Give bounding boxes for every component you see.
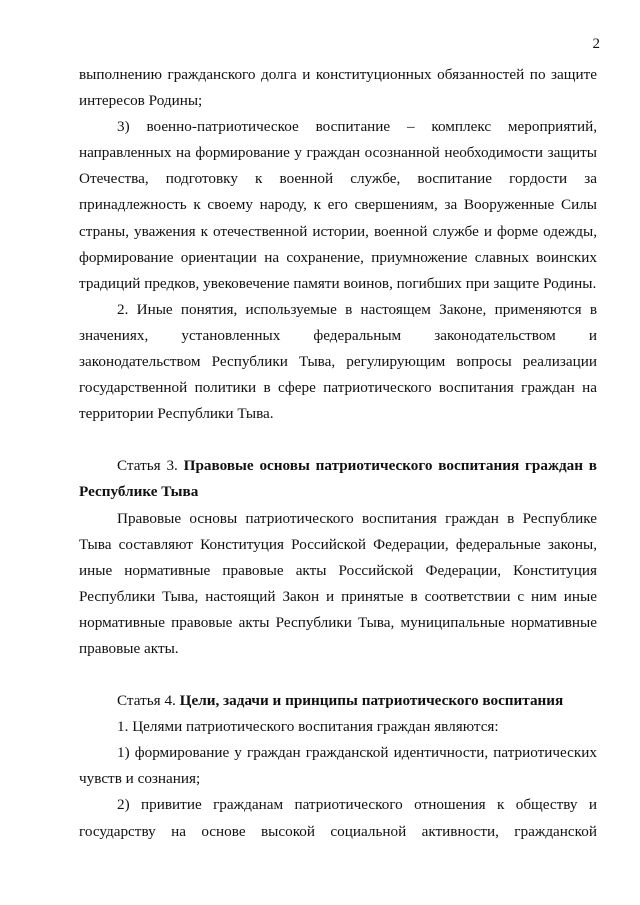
article-3-title: Правовые основы патриотического воспитания граждан в Республике Тыва bbox=[79, 457, 597, 501]
document-body bbox=[79, 62, 597, 845]
paragraph-other-concepts: 2. Иные понятия, используемые в настоящем Законе, применяются в значениях, установленных федеральным законодательством и законодательством Республики Тыва, регулирующим вопросы реализации государственной политики в сфере патриотического воспитания граждан на территории Республики Тыва. bbox=[79, 300, 597, 423]
article-3-heading bbox=[79, 453, 597, 505]
article-4-number: Статья 4. bbox=[117, 692, 176, 710]
article-4-title: Цели, задачи и принципы патриотического воспитания bbox=[179, 692, 564, 710]
article-4-heading bbox=[79, 688, 597, 714]
spacer bbox=[79, 662, 597, 688]
paragraph-military-patriotic: 3) военно-патриотическое воспитание – комплекс мероприятий, направленных на формирование у граждан осознанной необходимости защиты Отечества, подготовку к военной службе, воспитание гордости за принадлежность к своему народу, к его свершениям, за Вооруженные Силы страны, уважения к отечественной истории, военной службе и форме одежды, формирование ориентации на сохранение, приумножение славных воинских традиций предков, увековечение памяти воинов, погибших при защите Родины. bbox=[79, 118, 597, 292]
article-3-number: Статья 3. bbox=[117, 457, 178, 475]
article-4-subitem-2: 2) привитие гражданам патриотического отношения к обществу и государству на основе высокой социальной активности, гражданской bbox=[79, 796, 597, 840]
article-4-subitem-1: 1) формирование у граждан гражданской идентичности, патриотических чувств и сознания; bbox=[79, 744, 597, 788]
spacer bbox=[79, 427, 597, 453]
article-3-body: Правовые основы патриотического воспитания граждан в Республике Тыва составляют Конституция Российской Федерации, федеральные законы, иные нормативные правовые акты Российской Федерации, Конституция Республики Тыва, настоящий Закон и принятые в соответствии с ним иные нормативные правовые акты Республики Тыва, муниципальные нормативные правовые акты. bbox=[79, 509, 597, 657]
article-4-item-1: 1. Целями патриотического воспитания граждан являются: bbox=[117, 718, 499, 736]
page-number: 2 bbox=[592, 36, 600, 52]
paragraph-continuation: выполнению гражданского долга и конституционных обязанностей по защите интересов Родины; bbox=[79, 66, 597, 110]
